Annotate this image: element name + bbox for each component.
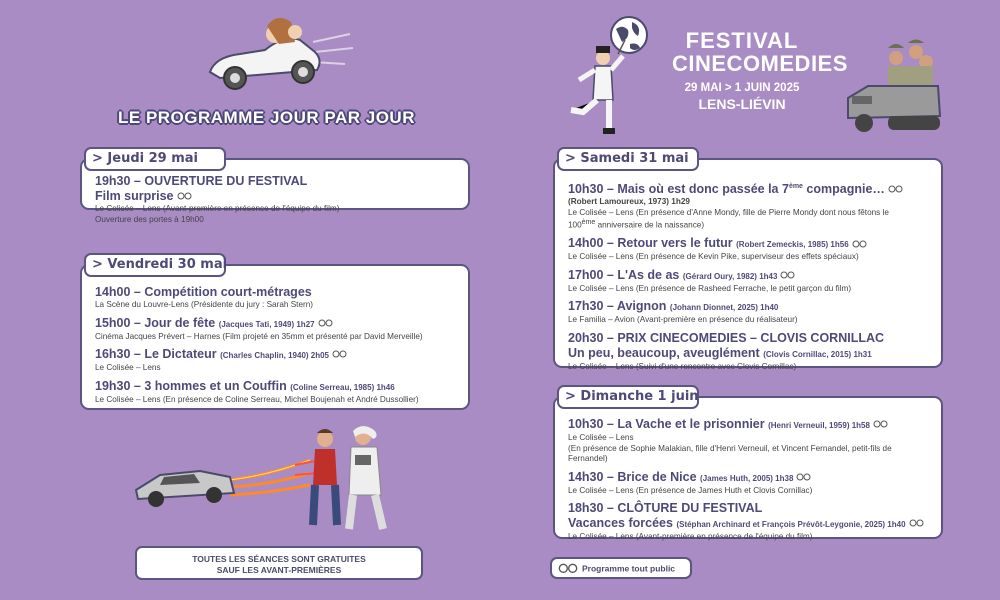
family-icon [909,519,924,528]
event-line: Le Colisée – Lens (En présence de James Huth et Clovis Cornillac) [568,485,813,495]
event-line: Cinéma Jacques Prévert – Harnes (Film projeté en 35mm et présenté par David Merveille) [95,331,423,341]
event-title: 16h30 – Le Dictateur (Charles Chaplin, 1940) 2h05 [95,347,456,363]
event-title: 14h00 – Retour vers le futur (Robert Zemeckis, 1985) 1h56 [568,236,929,252]
event-line: 100ème anniversaire de la naissance) [568,219,705,230]
event-title2: Vacances forcées (Stéphan Archinard et François Prévôt-Leygonie, 2025) 1h40 [568,516,929,532]
event-item [568,417,929,465]
event-line: Le Colisée – Lens [568,433,634,442]
free-entry-notice [135,546,423,580]
event-title2: Un peu, beaucoup, aveuglément (Clovis Cornillac, 2015) 1h31 [568,345,872,360]
event-title: 18h30 – CLÔTURE DU FESTIVAL [568,501,763,515]
free-entry-line2: SAUF LES AVANT-PREMIÈRES [216,565,342,575]
family-icon [873,420,888,429]
festival-name-line1: FESTIVAL [685,28,799,53]
festival-dates: 29 MAI > 1 JUIN 2025 [684,82,800,94]
day-card-samedi [553,158,943,371]
event-item [568,331,929,373]
army-truck-icon [838,38,948,143]
event-item [568,470,929,497]
family-icon [558,563,578,575]
tout-public-legend [550,557,692,579]
event-item [95,316,456,343]
event-item [568,236,929,263]
day-tag-samedi: > Samedi 31 mai [557,147,699,171]
event-title: 19h30 – OUVERTURE DU FESTIVAL [95,174,308,188]
event-line: Le Colisée – Lens (En présence de Rasheed Ferrache, le petit garçon du film) [568,283,852,293]
event-title: 14h30 – Brice de Nice (James Huth, 2005) 1h38 [568,470,929,486]
event-item [568,501,929,543]
event-item [568,179,929,231]
family-icon [318,319,333,328]
event-line: Le Colisée – Lens (Avant-première en présence de l'équipe du film) [95,204,340,213]
family-icon [852,240,867,249]
family-icon [888,185,903,194]
event-line: Le Colisée – Lens (En présence de Kevin Pike, superviseur des effets spéciaux) [568,252,859,262]
event-item [568,268,929,295]
day-card-dimanche [553,396,943,539]
day-tag-vendredi: > Vendredi 30 mai [84,253,226,277]
event-title: 15h00 – Jour de fête (Jacques Tati, 1949) 1h27 [95,316,456,332]
event-title2: Film surprise [95,189,456,204]
vintage-car-icon [195,12,355,97]
family-icon [177,192,192,201]
event-title: 10h30 – La Vache et le prisonnier (Henri Verneuil, 1959) 1h58 [568,417,929,433]
event-item [95,174,456,225]
day-tag-jeudi: > Jeudi 29 mai [84,147,226,171]
event-title: 14h00 – Compétition court-métrages [95,285,312,299]
delorean-icon [130,455,310,515]
family-icon [332,350,347,359]
family-icon [780,271,795,280]
event-title: 17h00 – L'As de as (Gérard Oury, 1982) 1h43 [568,268,929,284]
doc-and-marty-icon [295,425,395,535]
free-entry-line1: TOUTES LES SÉANCES SONT GRATUITES [192,554,366,564]
event-item [95,379,456,406]
festival-place: LENS-LIÉVIN [698,96,786,112]
dancing-man-icon [565,40,640,140]
festival-logo [672,28,848,112]
event-title: 20h30 – PRIX CINECOMEDIES – CLOVIS CORNILLAC [568,330,885,345]
event-line: La Scène du Louvre-Lens (Présidente du jury : Sarah Stern) [95,300,314,309]
event-line: Le Colisée – Lens (En présence de Coline Serreau, Michel Boujenah et André Dussollier) [95,394,419,404]
family-icon [796,473,811,482]
event-line: (Robert Lamoureux, 1973) 1h29 [568,197,690,207]
event-title: 19h30 – 3 hommes et un Couffin (Coline Serreau, 1985) 1h46 [95,378,395,393]
event-item [95,347,456,374]
event-line: Le Colisée – Lens (En présence d'Anne Mondy, fille de Pierre Mondy dont nous fêtons le [568,207,889,217]
day-tag-dimanche: > Dimanche 1 juin [557,385,699,409]
event-line: Le Colisée – Lens [95,363,161,372]
event-line: Le Colisée – Lens (Avant-première en présence de l'équipe du film) [568,532,813,541]
event-line: Le Familia – Avion (Avant-première en présence du réalisateur) [568,315,798,325]
event-line: (En présence de Sophie Malakian, fille d'Henri Verneuil, et Vincent Fernandel, petit-fils de Fernandel) [568,443,892,463]
event-line: Le Colisée – Lens (Suivi d'une rencontre avec Clovis Cornillac) [568,361,797,371]
program-title: LE PROGRAMME JOUR PAR JOUR [118,108,415,127]
event-item [95,285,456,311]
event-title: 10h30 – Mais où est donc passée la 7ème compagnie… [568,179,929,197]
day-card-vendredi [80,264,470,410]
tout-public-label: Programme tout public [582,563,676,574]
event-title: 17h30 – Avignon (Johann Dionnet, 2025) 1h40 [568,299,779,314]
event-item [568,299,929,326]
event-line: Ouverture des portes à 19h00 [95,214,204,224]
festival-name-line2: CINECOMEDIES [672,51,848,76]
